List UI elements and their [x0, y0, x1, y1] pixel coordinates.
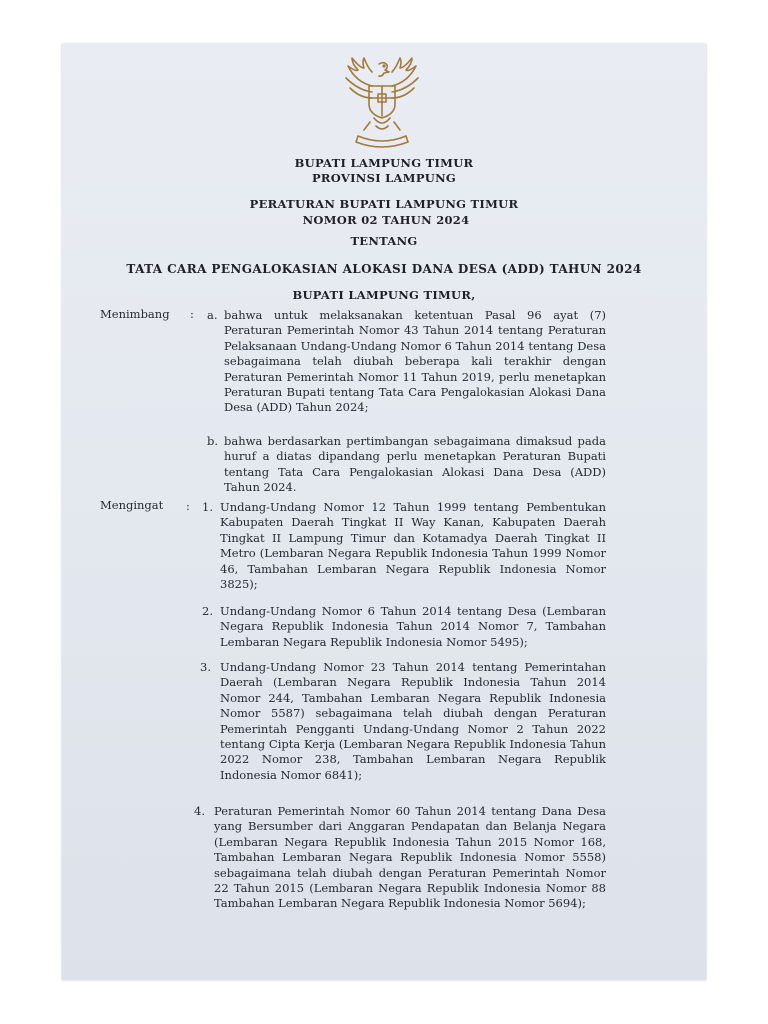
- mengingat-label: Mengingat: [100, 498, 164, 512]
- menimbang-item-a-marker: a.: [207, 308, 218, 322]
- header-regent: BUPATI LAMPUNG TIMUR: [294, 156, 474, 170]
- menimbang-item-a: [224, 308, 606, 416]
- menimbang-item-b: [224, 434, 606, 496]
- document-page: [62, 44, 706, 980]
- garuda-emblem-icon: [332, 56, 432, 156]
- mengingat-item-4-text: Peraturan Pemerintah Nomor 60 Tahun 2014 tentang Dana Desa yang Bersumber dari Anggaran Pendapatan dan Belanja Negara (Lembaran Negara Republik Indonesia Tahun 2015 Nomor 168, Tambahan Lembaran Negara Republik Indonesia Nomor 5558) sebagaimana telah diubah dengan Peraturan Pemerintah Nomor 22 Tahun 2015 (Lembaran Negara Republik Indonesia Nomor 88 Tambahan Lembaran Negara Republik Indonesia Nomor 5694);: [214, 804, 606, 911]
- header-province: PROVINSI LAMPUNG: [311, 171, 457, 185]
- mengingat-item-4-marker: 4.: [194, 804, 205, 818]
- document-title: TATA CARA PENGALOKASIAN ALOKASI DANA DESA (ADD) TAHUN 2024: [126, 262, 642, 276]
- mengingat-item-1-marker: 1.: [202, 500, 213, 514]
- mengingat-item-3-marker: 3.: [200, 660, 211, 674]
- mengingat-item-4: [214, 804, 606, 912]
- menimbang-item-b-marker: b.: [207, 434, 219, 448]
- menimbang-label: Menimbang: [100, 307, 170, 321]
- menimbang-item-b-text: bahwa berdasarkan pertimbangan sebagaimana dimaksud pada huruf a diatas dipandang perlu menetapkan Peraturan Bupati tentang Tata Cara Pengalokasian Alokasi Dana Desa (ADD) Tahun 2024.: [224, 434, 606, 495]
- header-regulation: PERATURAN BUPATI LAMPUNG TIMUR: [249, 197, 519, 211]
- menimbang-item-a-text: bahwa untuk melaksanakan ketentuan Pasal 96 ayat (7) Peraturan Pemerintah Nomor 43 Tahun 2014 tentang Peraturan Pelaksanaan Undang-Undang Nomor 6 Tahun 2014 tentang Desa sebagaimana telah diubah beberapa kali terakhir dengan Peraturan Pemerintah Nomor 11 Tahun 2019, perlu menetapkan Peraturan Bupati tentang Tata Cara Pengalokasian Alokasi Dana Desa (ADD) Tahun 2024;: [224, 308, 606, 415]
- header-about: TENTANG: [350, 234, 418, 248]
- menimbang-colon: :: [190, 307, 194, 321]
- mengingat-colon: :: [186, 499, 190, 513]
- mengingat-item-2: [220, 604, 606, 650]
- mengingat-item-1-text: Undang-Undang Nomor 12 Tahun 1999 tentang Pembentukan Kabupaten Daerah Tingkat II Way Kanan, Kabupaten Daerah Tingkat II Lampung Timur dan Kotamadya Daerah Tingkat II Metro (Lembaran Negara Republik Indonesia Tahun 1999 Nomor 46, Tambahan Lembaran Negara Republik Indonesia Nomor 3825);: [220, 500, 606, 592]
- mengingat-item-2-marker: 2.: [202, 604, 213, 618]
- header-regent-closing: BUPATI LAMPUNG TIMUR,: [292, 288, 476, 302]
- mengingat-item-3-text: Undang-Undang Nomor 23 Tahun 2014 tentang Pemerintahan Daerah (Lembaran Negara Republik Indonesia Tahun 2014 Nomor 244, Tambahan Lembaran Negara Republik Indonesia Nomor 5587) sebagaimana telah diubah dengan Peraturan Pemerintah Pengganti Undang-Undang Nomor 2 Tahun 2022 tentang Cipta Kerja (Lembaran Negara Republik Indonesia Tahun 2022 Nomor 238, Tambahan Lembaran Negara Republik Indonesia Nomor 6841);: [220, 660, 606, 782]
- mengingat-item-3: [220, 660, 606, 783]
- mengingat-item-2-text: Undang-Undang Nomor 6 Tahun 2014 tentang Desa (Lembaran Negara Republik Indonesia Tahun 2014 Nomor 7, Tambahan Lembaran Negara Republik Indonesia Nomor 5495);: [220, 604, 606, 649]
- header-number: NOMOR 02 TAHUN 2024: [302, 213, 470, 227]
- mengingat-item-1: [220, 500, 606, 592]
